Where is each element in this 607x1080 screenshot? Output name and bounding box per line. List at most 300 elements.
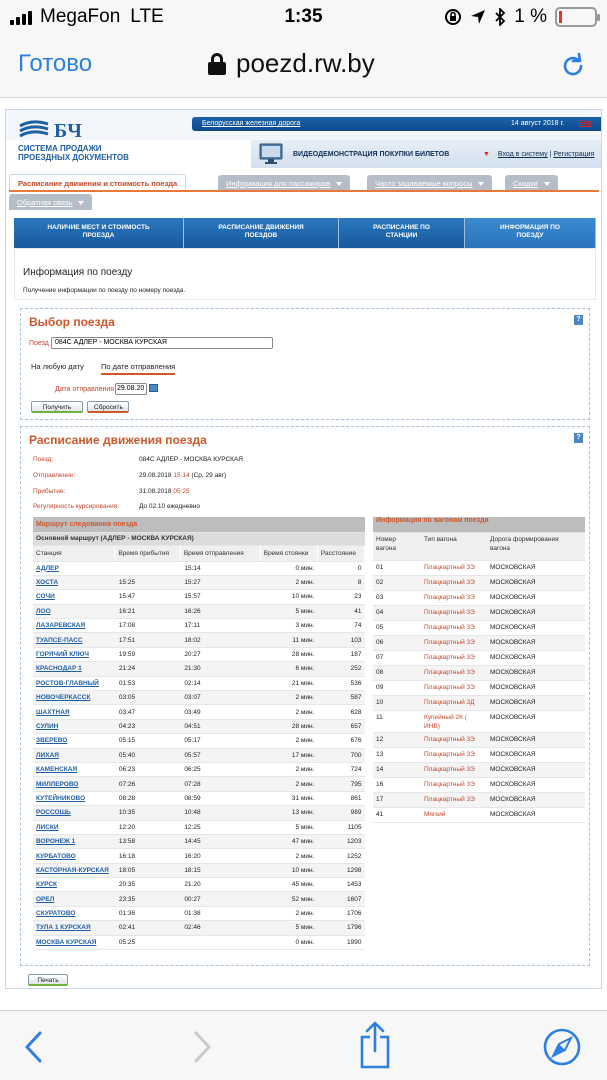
table-row — [373, 575, 585, 590]
station-link[interactable]: НОВОЧЕРКАССК — [33, 691, 115, 705]
col-wagon-number-l1: Номер — [376, 535, 397, 543]
table-row — [373, 620, 585, 635]
distance-cell: 1706 — [317, 906, 364, 920]
done-button[interactable]: Готово — [18, 50, 93, 77]
logo-text: БЧ — [54, 120, 83, 142]
departure-time-cell: 15:14 — [180, 561, 260, 575]
wagon-number-cell: 07 — [373, 650, 421, 665]
auth-separator: | — [549, 151, 552, 158]
top-strip — [192, 117, 601, 131]
arrival-time-cell: 03:47 — [115, 705, 180, 719]
table-row — [373, 762, 585, 777]
wagon-road-cell: МОСКОВСКАЯ — [487, 680, 585, 695]
reload-icon[interactable] — [559, 52, 587, 80]
departure-time-cell: 12:25 — [180, 820, 260, 834]
col-departure: Время отправления — [180, 545, 260, 561]
table-row — [373, 807, 585, 822]
wagon-road-cell: МОСКОВСКАЯ — [487, 650, 585, 665]
wagons-table — [373, 517, 585, 823]
departure-key: Отправление: — [33, 472, 76, 479]
wagon-number-cell: 17 — [373, 792, 421, 807]
station-link[interactable]: ГОРЯЧИЙ КЛЮЧ — [33, 647, 115, 661]
departure-time-cell: 01:38 — [180, 906, 260, 920]
arrival-time-cell: 17:51 — [115, 633, 180, 647]
logo-subtitle — [18, 144, 129, 162]
stop-time-cell: 47 мин. — [260, 834, 317, 848]
arrival-time-cell: 05:40 — [115, 748, 180, 762]
regularity-key: Регулярность курсирования: — [33, 503, 120, 510]
table-row — [33, 806, 365, 820]
wagon-number-cell: 14 — [373, 762, 421, 777]
location-icon — [470, 9, 486, 25]
stop-time-cell: 2 мин. — [260, 734, 317, 748]
forward-icon[interactable] — [192, 1031, 212, 1063]
wagon-type-cell: Плацкартный 3Э — [421, 777, 487, 792]
distance-cell: 587 — [317, 691, 364, 705]
table-row — [33, 676, 365, 690]
wagon-type-cell: Плацкартный 3Э — [421, 680, 487, 695]
help-icon[interactable]: ? — [574, 433, 583, 443]
tab-schedule[interactable] — [184, 218, 339, 248]
arrival-time-cell: 18:05 — [115, 863, 180, 877]
tab-label: ИНФОРМАЦИЯ ПО — [500, 224, 560, 231]
table-row — [33, 878, 365, 892]
station-link[interactable]: РОСТОВ-ГЛАВНЫЙ — [33, 676, 115, 690]
menu-item-schedule[interactable]: Расписание движения и стоимость поезда — [9, 174, 186, 190]
station-link[interactable]: КУРБАТОВО — [33, 849, 115, 863]
wagons-table-title: Информация по вагонам поезда — [373, 517, 585, 532]
stop-time-cell: 45 мин. — [260, 878, 317, 892]
station-link[interactable]: МИЛЛЕРОВО — [33, 777, 115, 791]
station-link[interactable]: ШАХТНАЯ — [33, 705, 115, 719]
distance-cell: 628 — [317, 705, 364, 719]
stop-time-cell: 28 мин. — [260, 719, 317, 733]
table-row — [373, 747, 585, 762]
wagon-road-cell: МОСКОВСКАЯ — [487, 777, 585, 792]
lock-icon — [208, 53, 226, 75]
wagon-type-cell: Плацкартный 3Д — [421, 695, 487, 710]
wagon-type-cell: Плацкартный 3Э — [421, 590, 487, 605]
departure-time-cell: 03:49 — [180, 705, 260, 719]
chevron-down-icon — [336, 182, 342, 186]
menu-item-feedback-label: Обратная связь — [17, 198, 73, 207]
browser-toolbar — [0, 1010, 607, 1080]
station-link[interactable]: АДЛЕР — [33, 561, 115, 575]
col-wagon-road-l2: вагона — [490, 544, 511, 552]
station-link[interactable]: ВОРОНЕЖ 1 — [33, 834, 115, 848]
menu-item-feedback[interactable] — [9, 194, 92, 210]
wagon-road-cell: МОСКОВСКАЯ — [487, 605, 585, 620]
distance-cell: 657 — [317, 719, 364, 733]
station-link[interactable]: ЛАЗАРЕВСКАЯ — [33, 619, 115, 633]
monitor-icon — [259, 143, 283, 165]
compass-icon[interactable] — [542, 1027, 582, 1067]
arrival-time-cell: 02:41 — [115, 921, 180, 935]
regularity-value: До 02.10 ежедневно — [139, 503, 200, 510]
demo-link[interactable]: ВИДЕОДЕМОНСТРАЦИЯ ПОКУПКИ БИЛЕТОВ — [293, 151, 450, 158]
main-menu — [9, 174, 599, 212]
train-key: Поезд: — [33, 456, 54, 463]
stop-time-cell: 28 мин. — [260, 647, 317, 661]
departure-time-cell — [180, 935, 260, 949]
wagon-type-cell: Плацкартный 3Э — [421, 575, 487, 590]
rotation-lock-icon — [444, 8, 462, 26]
table-row — [33, 575, 365, 589]
departure-time-cell: 18:02 — [180, 633, 260, 647]
distance-cell: 0 — [317, 561, 364, 575]
arrival-time-cell: 16:21 — [115, 604, 180, 618]
departure-time-cell: 06:25 — [180, 762, 260, 776]
battery-icon — [555, 7, 597, 27]
table-row — [33, 820, 365, 834]
wagon-road-cell: МОСКОВСКАЯ — [487, 560, 585, 575]
table-row — [373, 605, 585, 620]
table-row — [33, 561, 365, 575]
arrival-time-cell: 08:28 — [115, 791, 180, 805]
distance-cell: 1105 — [317, 820, 364, 834]
station-link[interactable]: ЛИХАЯ — [33, 748, 115, 762]
wagon-number-cell: 11 — [373, 710, 421, 732]
stop-time-cell: 2 мин. — [260, 906, 317, 920]
route-table-body — [33, 561, 365, 950]
table-row — [33, 863, 365, 877]
table-row — [373, 710, 585, 732]
departure-time-cell: 21:20 — [180, 878, 260, 892]
stop-time-cell: 2 мин. — [260, 691, 317, 705]
departure-time-cell: 18:15 — [180, 863, 260, 877]
train-select-title: Выбор поезда — [29, 315, 115, 329]
menu-item-faq[interactable] — [367, 175, 492, 191]
chevron-down-icon — [478, 182, 484, 186]
station-link[interactable]: СОЧИ — [33, 590, 115, 604]
departure-time-cell: 04:51 — [180, 719, 260, 733]
arrival-time-cell: 10:35 — [115, 806, 180, 820]
wagons-table-body — [373, 560, 585, 822]
tab-label: ПОЕЗДОВ — [244, 232, 278, 239]
section-tabs — [14, 218, 596, 248]
wagon-type-cell: Плацкартный 3Э — [421, 792, 487, 807]
departure-time-cell: 05:57 — [180, 748, 260, 762]
table-row — [33, 849, 365, 863]
battery-percent: 1 % — [514, 6, 547, 27]
departure-time-cell: 08:59 — [180, 791, 260, 805]
stop-time-cell: 0 мин. — [260, 561, 317, 575]
arrival-time-cell: 23:35 — [115, 892, 180, 906]
table-row — [373, 650, 585, 665]
wagon-number-cell: 10 — [373, 695, 421, 710]
table-row — [373, 695, 585, 710]
station-link[interactable]: ОРЕЛ — [33, 892, 115, 906]
station-link[interactable]: СУЛИН — [33, 719, 115, 733]
wagon-number-cell: 05 — [373, 620, 421, 635]
info-panel — [14, 248, 596, 300]
table-row — [33, 834, 365, 848]
table-row — [373, 560, 585, 575]
table-row — [33, 791, 365, 805]
arrival-time-cell: 17:08 — [115, 619, 180, 633]
distance-cell: 536 — [317, 676, 364, 690]
station-link[interactable]: КАМЕНСКАЯ — [33, 762, 115, 776]
stop-time-cell: 2 мин. — [260, 849, 317, 863]
station-link[interactable]: МОСКВА КУРСКАЯ — [33, 935, 115, 949]
wagon-road-cell: МОСКОВСКАЯ — [487, 807, 585, 822]
stop-time-cell: 6 мин. — [260, 662, 317, 676]
departure-time-cell: 05:17 — [180, 734, 260, 748]
stop-time-cell: 2 мин. — [260, 777, 317, 791]
departure-date: 29.08.2018 — [139, 472, 172, 479]
wagon-road-cell: МОСКОВСКАЯ — [487, 635, 585, 650]
distance-cell: 676 — [317, 734, 364, 748]
station-link[interactable]: КРАСНОДАР 1 — [33, 662, 115, 676]
table-row — [33, 719, 365, 733]
col-wagon-road — [487, 532, 585, 560]
departure-time-cell: 21:30 — [180, 662, 260, 676]
distance-cell: 23 — [317, 590, 364, 604]
table-row — [33, 590, 365, 604]
table-row — [373, 590, 585, 605]
wagon-number-cell: 04 — [373, 605, 421, 620]
wagon-type-cell: Плацкартный 3Э — [421, 650, 487, 665]
distance-cell: 700 — [317, 748, 364, 762]
tab-station-schedule[interactable] — [339, 218, 465, 248]
distance-cell: 41 — [317, 604, 364, 618]
register-link[interactable]: Регистрация — [553, 151, 595, 158]
menu-item-passengers[interactable] — [218, 175, 350, 191]
distance-cell: 1796 — [317, 921, 364, 935]
table-row — [373, 792, 585, 807]
stop-time-cell: 2 мин. — [260, 705, 317, 719]
distance-cell: 8 — [317, 575, 364, 589]
tab-by-date[interactable]: По дате отправления — [101, 362, 175, 375]
arrival-time-cell: 03:05 — [115, 691, 180, 705]
wagon-road-cell: МОСКОВСКАЯ — [487, 792, 585, 807]
arrival-time-cell — [115, 561, 180, 575]
stop-time-cell: 52 мин. — [260, 892, 317, 906]
wagon-number-cell: 12 — [373, 732, 421, 747]
stop-time-cell: 5 мин. — [260, 604, 317, 618]
stop-time-cell: 0 мин. — [260, 935, 317, 949]
page-description: Получение информации по поезду по номеру поезда. — [23, 287, 186, 294]
stop-time-cell: 31 мин. — [260, 791, 317, 805]
lang-switch[interactable]: Eng — [579, 120, 592, 127]
site-logo[interactable] — [16, 116, 186, 164]
wagon-number-cell: 41 — [373, 807, 421, 822]
distance-cell: 252 — [317, 662, 364, 676]
stop-time-cell: 11 мин. — [260, 633, 317, 647]
logo-subtitle-line2: ПРОЕЗДНЫХ ДОКУМЕНТОВ — [18, 153, 129, 162]
menu-item-faq-label: Часто задаваемые вопросы — [375, 179, 473, 188]
calendar-icon[interactable] — [149, 384, 158, 392]
arrival-time-cell: 07:26 — [115, 777, 180, 791]
date-label: Дата отправления — [55, 386, 115, 393]
departure-time-cell: 15:27 — [180, 575, 260, 589]
site-frame — [5, 109, 602, 989]
arrival-date: 31.08.2018 — [139, 488, 172, 495]
arrival-key: Прибытие: — [33, 488, 66, 495]
web-viewport — [0, 99, 607, 1010]
col-wagon-number — [373, 532, 421, 560]
wagon-road-cell: МОСКОВСКАЯ — [487, 747, 585, 762]
get-button[interactable]: Получить — [31, 401, 83, 413]
stop-time-cell: 3 мин. — [260, 619, 317, 633]
distance-cell: 103 — [317, 633, 364, 647]
table-row — [33, 777, 365, 791]
table-row — [33, 748, 365, 762]
distance-cell: 861 — [317, 791, 364, 805]
station-link[interactable]: РОССОШЬ — [33, 806, 115, 820]
wagon-type-cell: Купейный 2К ( ИНВ) — [421, 710, 487, 732]
bch-logo-icon — [18, 120, 50, 140]
menu-divider — [9, 190, 599, 192]
wagon-type-cell: Плацкартный 3Э — [421, 762, 487, 777]
table-row — [33, 647, 365, 661]
arrival-time-cell: 04:23 — [115, 719, 180, 733]
arrival-time-cell: 06:23 — [115, 762, 180, 776]
tab-any-date[interactable]: На любую дату — [31, 362, 84, 371]
table-row — [33, 604, 365, 618]
table-row — [373, 635, 585, 650]
wagon-road-cell: МОСКОВСКАЯ — [487, 590, 585, 605]
stop-time-cell: 21 мин. — [260, 676, 317, 690]
distance-cell: 795 — [317, 777, 364, 791]
schedule-title: Расписание движения поезда — [29, 433, 207, 447]
stop-time-cell: 5 мин. — [260, 921, 317, 935]
arrival-time-cell: 12:20 — [115, 820, 180, 834]
wagon-number-cell: 02 — [373, 575, 421, 590]
table-row — [33, 691, 365, 705]
table-row — [33, 921, 365, 935]
route-table-subtitle: Основной маршрут (АДЛЕР - МОСКВА КУРСКАЯ) — [33, 532, 365, 545]
stop-time-cell: 10 мин. — [260, 590, 317, 604]
arrival-time-cell: 16:18 — [115, 849, 180, 863]
departure-time-cell: 16:26 — [180, 604, 260, 618]
station-link[interactable]: ЛОО — [33, 604, 115, 618]
station-link[interactable]: ТУАПСЕ-ПАСС — [33, 633, 115, 647]
station-link[interactable]: СКУРАТОВО — [33, 906, 115, 920]
departure-time-cell: 17:11 — [180, 619, 260, 633]
station-link[interactable]: ТУЛА 1 КУРСКАЯ — [33, 921, 115, 935]
arrival-time-cell: 05:25 — [115, 935, 180, 949]
rw-link[interactable]: Белорусская железная дорога — [202, 120, 301, 127]
route-table-title: Маршрут следования поезда — [33, 517, 365, 532]
menu-item-discounts-label: Скидки — [513, 179, 538, 188]
table-row — [373, 732, 585, 747]
browser-navbar — [0, 36, 607, 98]
train-input[interactable]: 084С АДЛЕР - МОСКВА КУРСКАЯ — [51, 337, 273, 349]
auth-links — [483, 151, 594, 158]
network-type: LTE — [130, 6, 164, 27]
arrival-time-cell: 05:15 — [115, 734, 180, 748]
wagon-type-cell: Плацкартный 3Э — [421, 747, 487, 762]
wagon-number-cell: 01 — [373, 560, 421, 575]
bluetooth-icon — [494, 8, 506, 26]
arrival-time-cell: 01:53 — [115, 676, 180, 690]
wagon-number-cell: 08 — [373, 665, 421, 680]
print-button[interactable]: Печать — [28, 974, 68, 986]
table-row — [33, 705, 365, 719]
wagon-type-cell: Плацкартный 3Э — [421, 732, 487, 747]
departure-time-cell: 10:48 — [180, 806, 260, 820]
wagon-type-cell: Плацкартный 3Э — [421, 560, 487, 575]
departure-time-cell: 16:20 — [180, 849, 260, 863]
station-link[interactable]: ЗВЕРЕВО — [33, 734, 115, 748]
table-row — [33, 662, 365, 676]
stop-time-cell: 5 мин. — [260, 820, 317, 834]
wagon-type-cell: Плацкартный 3Э — [421, 635, 487, 650]
table-row — [33, 892, 365, 906]
col-station: Станция — [33, 545, 115, 561]
departure-time-cell: 00:27 — [180, 892, 260, 906]
current-date: 14 август 2018 г. — [511, 120, 565, 127]
departure-time: 15:14 — [173, 472, 190, 479]
url-text: poezd.rw.by — [236, 48, 375, 78]
table-row — [33, 619, 365, 633]
arrival-time-cell: 01:36 — [115, 906, 180, 920]
train-select-box — [20, 308, 590, 420]
url-field[interactable] — [208, 48, 375, 79]
wagon-number-cell: 03 — [373, 590, 421, 605]
col-wagon-road-l1: Дорога формирования — [490, 535, 559, 543]
menu-item-passengers-label: Информация для пассажиров — [226, 179, 331, 188]
arrival-time-cell: 15:25 — [115, 575, 180, 589]
departure-time-cell: 02:14 — [180, 676, 260, 690]
menu-item-discounts[interactable] — [505, 175, 558, 191]
tab-label: СТАНЦИИ — [385, 232, 418, 239]
distance-cell: 1298 — [317, 863, 364, 877]
departure-time-cell: 20:27 — [180, 647, 260, 661]
arrival-time-cell: 19:59 — [115, 647, 180, 661]
help-icon[interactable]: ? — [574, 315, 583, 325]
distance-cell: 187 — [317, 647, 364, 661]
wagon-road-cell: МОСКОВСКАЯ — [487, 762, 585, 777]
tab-train-info[interactable] — [465, 218, 596, 248]
share-icon[interactable] — [358, 1021, 392, 1069]
distance-cell: 989 — [317, 806, 364, 820]
tab-availability[interactable] — [14, 218, 184, 248]
login-link[interactable]: Вход в систему — [497, 151, 548, 158]
back-icon[interactable] — [24, 1031, 44, 1063]
stop-time-cell: 13 мин. — [260, 806, 317, 820]
tab-label: НАЛИЧИЕ МЕСТ И СТОИМОСТЬ — [47, 224, 150, 231]
table-row — [33, 762, 365, 776]
tab-label: РАСПИСАНИЕ ПО — [373, 224, 430, 231]
wagon-road-cell: МОСКОВСКАЯ — [487, 732, 585, 747]
wagon-road-cell: МОСКОВСКАЯ — [487, 620, 585, 635]
wagon-road-cell: МОСКОВСКАЯ — [487, 710, 585, 732]
date-input[interactable]: 29.08.20 — [115, 383, 147, 395]
carrier-name: MegaFon — [40, 6, 121, 27]
wagon-number-cell: 06 — [373, 635, 421, 650]
wagon-road-cell: МОСКОВСКАЯ — [487, 665, 585, 680]
col-arrival: Время прибытия — [115, 545, 180, 561]
wagon-type-cell: Плацкартный 3Э — [421, 620, 487, 635]
departure-time-cell: 02:46 — [180, 921, 260, 935]
reset-button[interactable]: Сбросить — [87, 401, 129, 413]
station-link[interactable]: ЛИСКИ — [33, 820, 115, 834]
station-link[interactable]: КАСТОРНАЯ-КУРСКАЯ — [33, 863, 115, 877]
station-link[interactable]: КУТЕЙНИКОВО — [33, 791, 115, 805]
schedule-box — [20, 426, 590, 966]
station-link[interactable]: КУРСК — [33, 878, 115, 892]
chevron-down-icon — [78, 201, 84, 205]
arrival-time-cell: 15:47 — [115, 590, 180, 604]
station-link[interactable]: ХОСТА — [33, 575, 115, 589]
table-row — [373, 777, 585, 792]
logo-subtitle-line1: СИСТЕМА ПРОДАЖИ — [18, 144, 102, 153]
distance-cell: 1607 — [317, 892, 364, 906]
train-value: 084С АДЛЕР - МОСКВА КУРСКАЯ — [139, 456, 243, 463]
arrival-value — [139, 488, 190, 495]
